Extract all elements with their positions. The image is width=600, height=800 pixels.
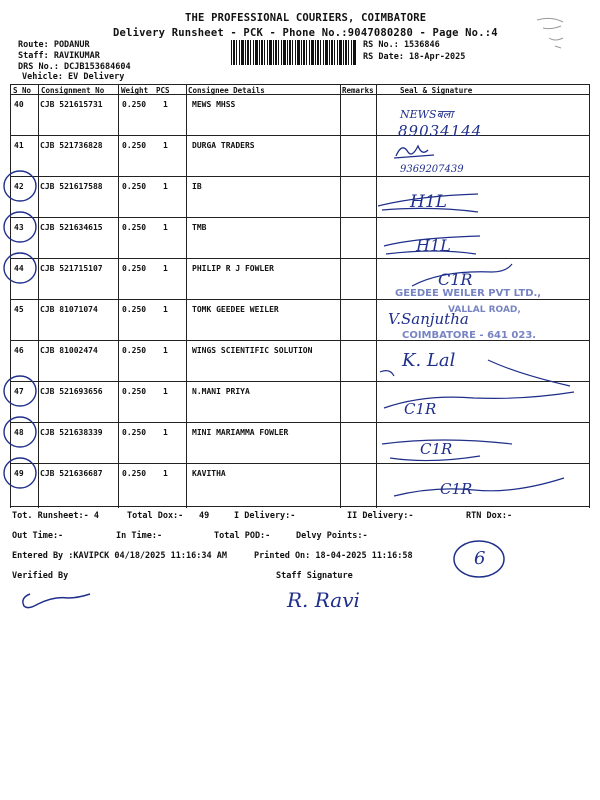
table-row-sno: 47 <box>14 387 24 396</box>
i-delivery: I Delivery:- <box>234 511 296 521</box>
table-row-consignee: PHILIP R J FOWLER <box>192 264 274 273</box>
table-row-consignee: DURGA TRADERS <box>192 141 255 150</box>
table-row-pcs: 1 <box>163 223 168 232</box>
table-row-weight: 0.250 <box>122 100 147 109</box>
table-row-consignee: MINI MARIAMMA FOWLER <box>192 428 289 437</box>
table-row-sno: 40 <box>14 100 24 109</box>
hw-staff-sign: R. Ravi <box>287 588 360 612</box>
vehicle-label: Vehicle: EV Delivery <box>22 72 125 82</box>
tot-runsheet: Tot. Runsheet:- 4 <box>12 511 99 521</box>
table-row-cno: CJB 81071074 <box>40 305 98 314</box>
table-row-consignee: N.MANI PRIYA <box>192 387 250 396</box>
stamp-line3: COIMBATORE - 641 023. <box>402 330 537 341</box>
rs-date: RS Date: 18-Apr-2025 <box>363 52 466 62</box>
table-row-weight: 0.250 <box>122 428 147 437</box>
hw-row45-sign: V.Sanjutha <box>388 310 469 328</box>
table-row-cno: CJB 521736828 <box>40 141 103 150</box>
col-remarks: Remarks <box>342 86 374 95</box>
hw-row41-phone: 9369207439 <box>400 164 464 175</box>
total-dox-label: Total Dox:- <box>127 511 184 521</box>
col-weight: Weight <box>121 86 149 95</box>
corner-mark <box>535 14 575 54</box>
verified-by: Verified By <box>12 571 69 581</box>
hw-row42: H1L <box>410 192 447 212</box>
delvy-points: Delvy Points:- <box>296 531 368 541</box>
hw-row40-name: NEWSबला <box>400 108 454 121</box>
hw-row47: C1R <box>404 400 437 418</box>
table-row-weight: 0.250 <box>122 469 147 478</box>
table-row-weight: 0.250 <box>122 346 147 355</box>
table-row-cno: CJB 81002474 <box>40 346 98 355</box>
table-row-sno: 46 <box>14 346 24 355</box>
col-sno: S No <box>13 86 32 95</box>
hw-circled-total: 6 <box>474 548 486 569</box>
runsheet-subtitle: Delivery Runsheet - PCK - Phone No.:9047080280 - Page No.:4 <box>113 27 498 39</box>
table-row-pcs: 1 <box>163 264 168 273</box>
table-row-consignee: TMB <box>192 223 207 232</box>
table-row-sno: 44 <box>14 264 24 273</box>
table-row-cno: CJB 521634615 <box>40 223 103 232</box>
table-row-pcs: 1 <box>163 141 168 150</box>
table-row-cno: CJB 521693656 <box>40 387 103 396</box>
hw-row48-stroke <box>380 430 580 464</box>
ii-delivery: II Delivery:- <box>347 511 414 521</box>
table-row-weight: 0.250 <box>122 264 147 273</box>
table-row-cno: CJB 521715107 <box>40 264 103 273</box>
table-row-cno: CJB 521615731 <box>40 100 103 109</box>
table-row-consignee: WINGS SCIENTIFIC SOLUTION <box>192 346 313 355</box>
route-label: Route: PODANUR <box>18 40 90 50</box>
hw-row48: C1R <box>420 440 453 458</box>
table-row-weight: 0.250 <box>122 223 147 232</box>
rs-number: RS No.: 1536846 <box>363 40 440 50</box>
hw-row42-stroke <box>376 192 486 216</box>
table-row-cno: CJB 521617588 <box>40 182 103 191</box>
hw-row46: K. Lal <box>402 350 456 371</box>
table-row-pcs: 1 <box>163 428 168 437</box>
stamp-line1: GEEDEE WEILER PVT LTD., <box>395 288 542 299</box>
drs-label: DRS No.: DCJB153684604 <box>18 62 131 72</box>
table-row-consignee: MEWS MHSS <box>192 100 236 109</box>
col-pcs: PCS <box>156 86 170 95</box>
col-consignment: Consignment No <box>41 86 105 95</box>
table-row-consignee: KAVITHA <box>192 469 226 478</box>
stamp-line2: VALLAL ROAD, <box>448 305 521 315</box>
table-row-cno: CJB 521638339 <box>40 428 103 437</box>
in-time: In Time:- <box>116 531 163 541</box>
staff-signature-label: Staff Signature <box>276 571 353 581</box>
col-consignee: Consignee Details <box>188 86 265 95</box>
out-time: Out Time:- <box>12 531 64 541</box>
rtn-dox: RTN Dox:- <box>466 511 513 521</box>
table-row-sno: 45 <box>14 305 24 314</box>
table-row-pcs: 1 <box>163 469 168 478</box>
total-pod: Total POD:- <box>214 531 271 541</box>
hw-row44: C1R <box>438 270 473 289</box>
hw-row46-stroke <box>378 356 578 390</box>
sno-circles <box>0 0 60 500</box>
barcode <box>231 40 357 65</box>
company-title: THE PROFESSIONAL COURIERS, COIMBATORE <box>185 12 427 24</box>
staff-label: Staff: RAVIKUMAR <box>18 51 100 61</box>
table-row-pcs: 1 <box>163 305 168 314</box>
hw-row41-sign <box>392 140 442 162</box>
table-row-pcs: 1 <box>163 387 168 396</box>
printed-on: Printed On: 18-04-2025 11:16:58 <box>254 551 413 561</box>
table-row-sno: 42 <box>14 182 24 191</box>
table-row-weight: 0.250 <box>122 387 147 396</box>
table-row-weight: 0.250 <box>122 182 147 191</box>
table-row-sno: 41 <box>14 141 24 150</box>
table-row-consignee: IB <box>192 182 202 191</box>
total-dox-value: 49 <box>199 511 210 521</box>
table-row-sno: 43 <box>14 223 24 232</box>
table-row-sno: 49 <box>14 469 24 478</box>
table-row-pcs: 1 <box>163 346 168 355</box>
table-row-weight: 0.250 <box>122 141 147 150</box>
hw-row40-phone: 89034144 <box>398 122 483 140</box>
table-row-cno: CJB 521636687 <box>40 469 103 478</box>
table-row-weight: 0.250 <box>122 305 147 314</box>
col-seal: Seal & Signature <box>400 86 473 95</box>
table-row-consignee: TOMK GEEDEE WEILER <box>192 305 279 314</box>
hw-row43: H1L <box>416 236 451 255</box>
hw-row49: C1R <box>440 480 473 498</box>
table-row-sno: 48 <box>14 428 24 437</box>
entered-by: Entered By :KAVIPCK 04/18/2025 11:16:34 AM <box>12 551 227 561</box>
table-row-pcs: 1 <box>163 182 168 191</box>
hw-row43-stroke <box>380 232 490 262</box>
table-row-pcs: 1 <box>163 100 168 109</box>
hw-row47-stroke <box>382 388 582 418</box>
hw-row49-stroke <box>392 474 572 504</box>
verified-signature <box>20 590 92 612</box>
